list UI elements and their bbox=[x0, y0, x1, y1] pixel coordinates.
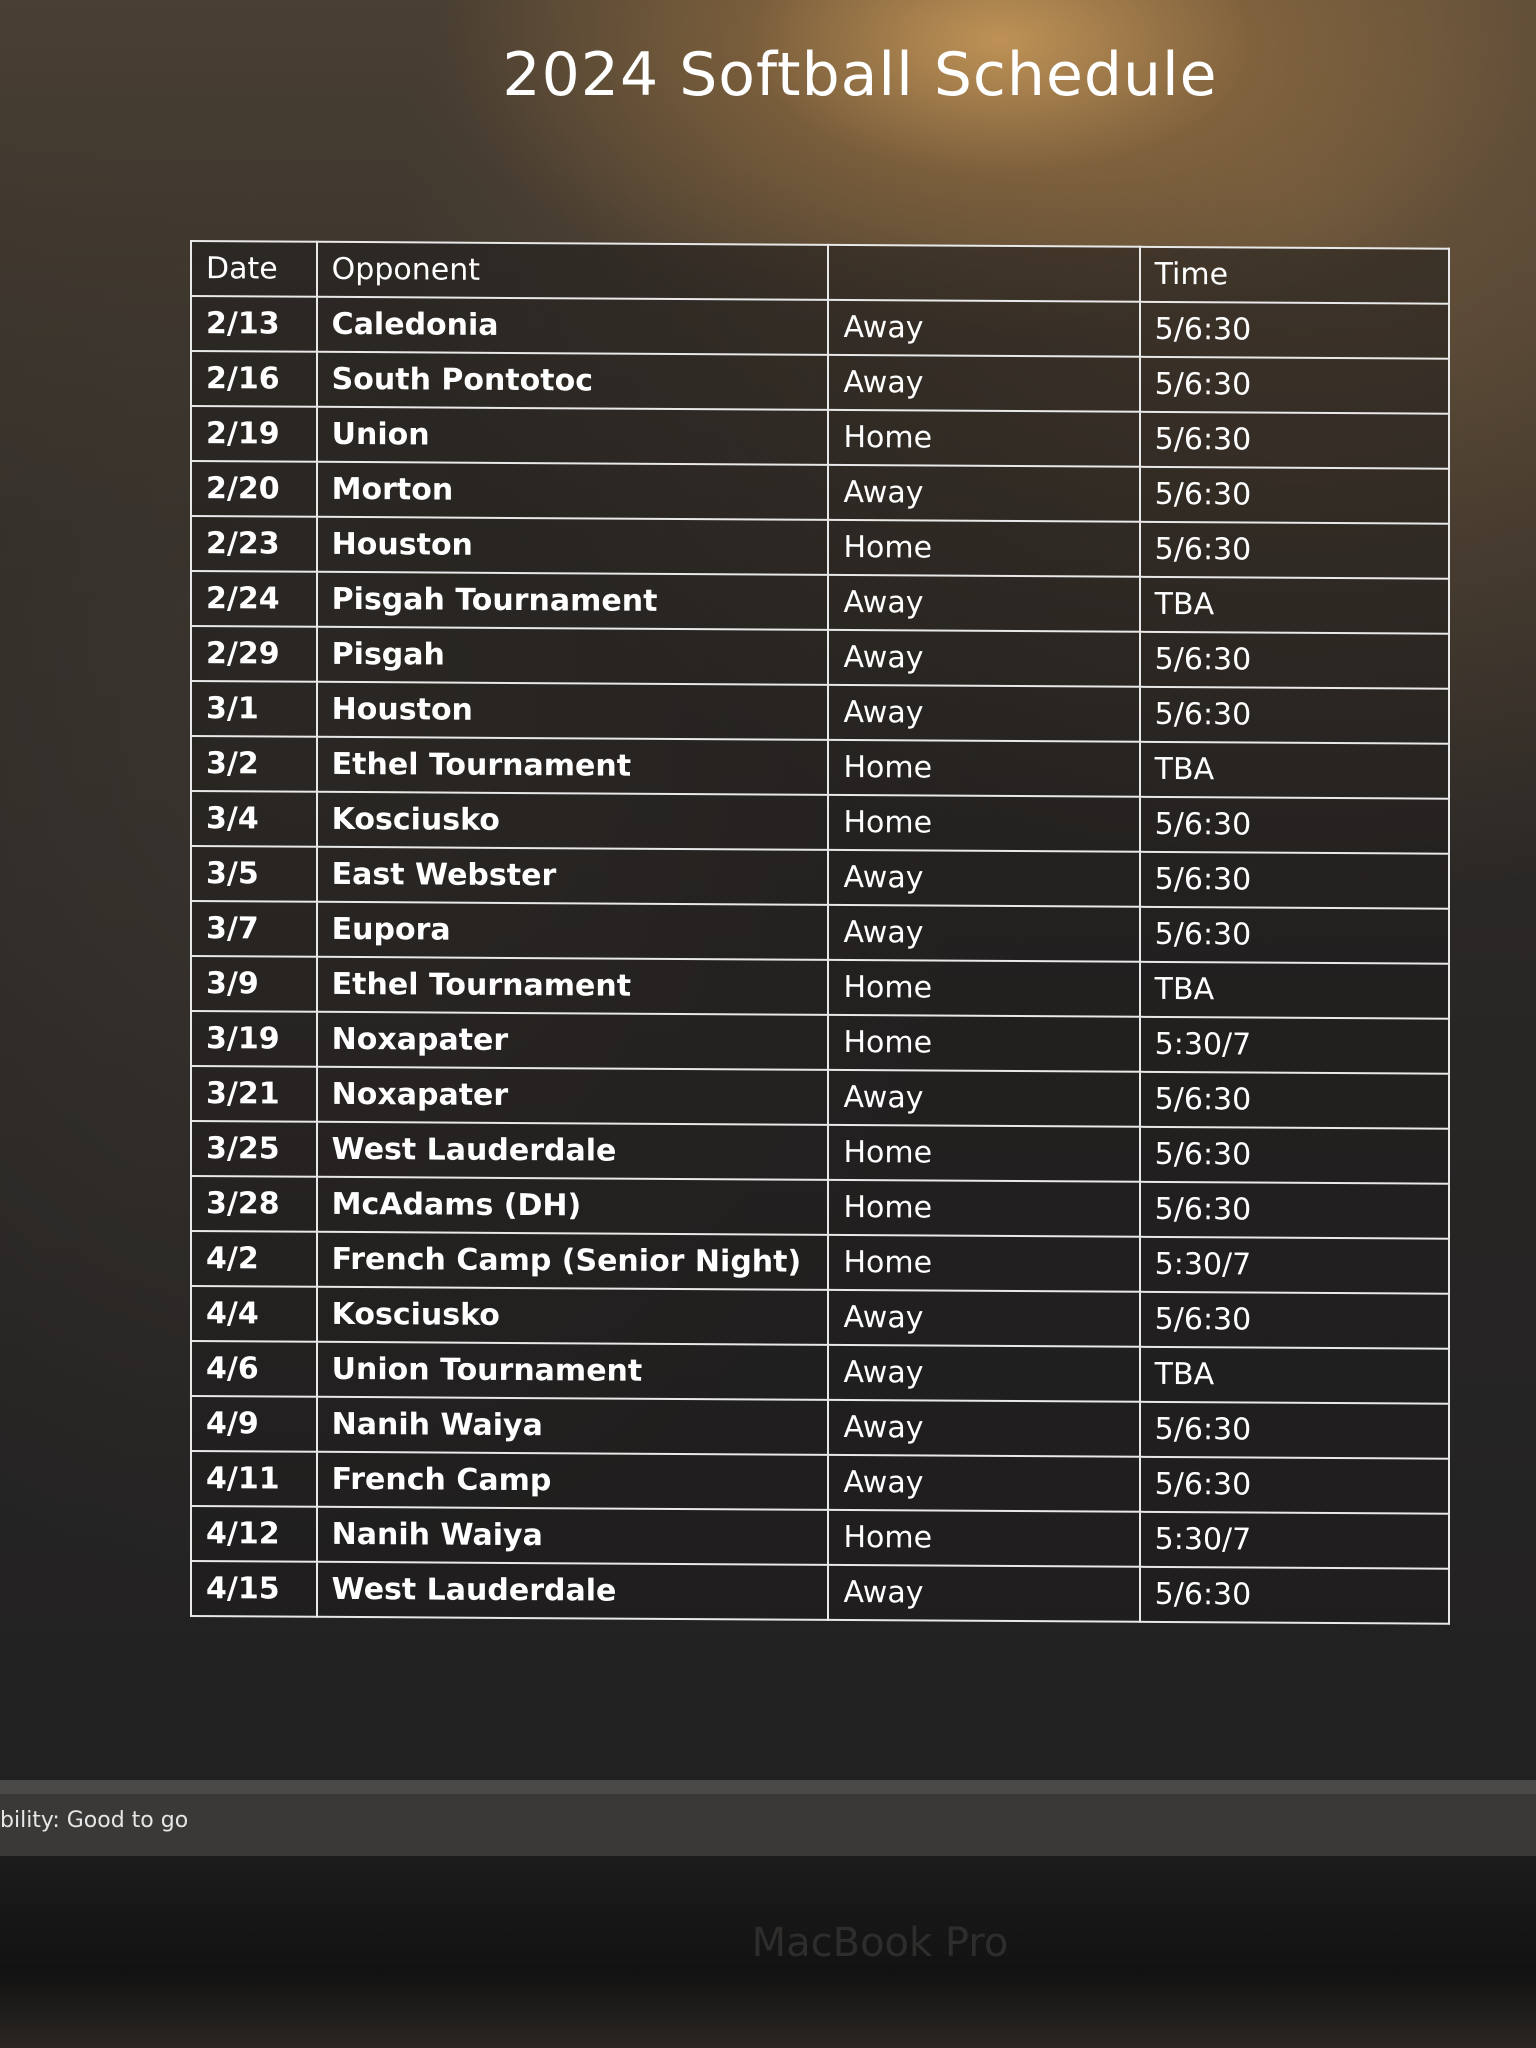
table-row bbox=[191, 406, 1449, 469]
cell-location[interactable]: Away bbox=[828, 300, 1139, 357]
cell-location[interactable]: Home bbox=[828, 410, 1139, 467]
table-row bbox=[191, 1451, 1449, 1514]
cell-time[interactable]: 5/6:30 bbox=[1140, 467, 1449, 524]
header-date[interactable]: Date bbox=[191, 241, 317, 297]
schedule-table bbox=[190, 240, 1450, 1625]
cell-time[interactable]: 5/6:30 bbox=[1140, 1457, 1449, 1514]
cell-time[interactable]: TBA bbox=[1140, 742, 1449, 799]
table-row bbox=[191, 1011, 1449, 1074]
cell-time[interactable]: TBA bbox=[1140, 1347, 1449, 1404]
table-row bbox=[191, 296, 1449, 359]
cell-location[interactable]: Away bbox=[828, 905, 1139, 962]
cell-opponent[interactable]: Caledonia bbox=[317, 297, 829, 355]
cell-opponent[interactable]: West Lauderdale bbox=[317, 1122, 829, 1180]
cell-opponent[interactable]: Kosciusko bbox=[317, 1287, 829, 1345]
cell-location[interactable]: Away bbox=[828, 1290, 1139, 1347]
table-row bbox=[191, 1396, 1449, 1459]
cell-date[interactable]: 2/16 bbox=[191, 351, 317, 407]
table-row bbox=[191, 516, 1449, 579]
cell-date[interactable]: 3/9 bbox=[191, 956, 317, 1012]
cell-date[interactable]: 4/2 bbox=[191, 1231, 317, 1287]
cell-date[interactable]: 2/24 bbox=[191, 571, 317, 627]
cell-opponent[interactable]: Nanih Waiya bbox=[317, 1397, 829, 1455]
table-row bbox=[191, 1231, 1449, 1294]
cell-opponent[interactable]: Morton bbox=[317, 462, 829, 520]
laptop-brand-label: MacBook Pro bbox=[751, 1920, 1009, 1966]
cell-location[interactable]: Away bbox=[828, 355, 1139, 412]
cell-opponent[interactable]: Pisgah Tournament bbox=[317, 572, 829, 630]
cell-opponent[interactable]: South Pontotoc bbox=[317, 352, 829, 410]
table-row bbox=[191, 736, 1449, 799]
cell-opponent[interactable]: Noxapater bbox=[317, 1067, 829, 1125]
header-location[interactable] bbox=[828, 245, 1139, 302]
cell-location[interactable]: Home bbox=[828, 795, 1139, 852]
table-row bbox=[191, 626, 1449, 689]
cell-opponent[interactable]: West Lauderdale bbox=[317, 1562, 829, 1620]
cell-date[interactable]: 2/19 bbox=[191, 406, 317, 462]
cell-date[interactable]: 3/19 bbox=[191, 1011, 317, 1067]
cell-time[interactable]: 5/6:30 bbox=[1140, 1072, 1449, 1129]
cell-time[interactable]: 5/6:30 bbox=[1140, 357, 1449, 414]
cell-opponent[interactable]: Nanih Waiya bbox=[317, 1507, 829, 1565]
status-bar bbox=[0, 1780, 1536, 1856]
cell-date[interactable]: 3/25 bbox=[191, 1121, 317, 1177]
cell-opponent[interactable]: Ethel Tournament bbox=[317, 737, 829, 795]
cell-opponent[interactable]: Union bbox=[317, 407, 829, 465]
table-row bbox=[191, 956, 1449, 1019]
cell-date[interactable]: 3/4 bbox=[191, 791, 317, 847]
cell-time[interactable]: 5/6:30 bbox=[1140, 412, 1449, 469]
cell-time[interactable]: 5/6:30 bbox=[1140, 1567, 1449, 1624]
cell-date[interactable]: 2/23 bbox=[191, 516, 317, 572]
cell-time[interactable]: 5/6:30 bbox=[1140, 1127, 1449, 1184]
cell-location[interactable]: Home bbox=[828, 520, 1139, 577]
cell-date[interactable]: 3/1 bbox=[191, 681, 317, 737]
cell-opponent[interactable]: Union Tournament bbox=[317, 1342, 829, 1400]
cell-date[interactable]: 3/2 bbox=[191, 736, 317, 792]
cell-time[interactable]: 5/6:30 bbox=[1140, 797, 1449, 854]
cell-opponent[interactable]: French Camp bbox=[317, 1452, 829, 1510]
laptop-bezel bbox=[0, 1856, 1536, 2048]
cell-location[interactable]: Away bbox=[828, 630, 1139, 687]
cell-location[interactable]: Away bbox=[828, 685, 1139, 742]
cell-time[interactable]: 5/6:30 bbox=[1140, 1292, 1449, 1349]
cell-date[interactable]: 4/15 bbox=[191, 1561, 317, 1617]
cell-location[interactable]: Away bbox=[828, 465, 1139, 522]
cell-time[interactable]: 5/6:30 bbox=[1140, 687, 1449, 744]
table-row bbox=[191, 846, 1449, 909]
cell-date[interactable]: 4/12 bbox=[191, 1506, 317, 1562]
accessibility-status[interactable]: bility: Good to go bbox=[0, 1808, 189, 1833]
table-row bbox=[191, 681, 1449, 744]
cell-opponent[interactable]: McAdams (DH) bbox=[317, 1177, 829, 1235]
cell-time[interactable]: 5/6:30 bbox=[1140, 632, 1449, 689]
table-row bbox=[191, 791, 1449, 854]
cell-location[interactable]: Home bbox=[828, 1180, 1139, 1237]
schedule-body bbox=[191, 296, 1449, 1624]
cell-time[interactable]: 5/6:30 bbox=[1140, 1182, 1449, 1239]
cell-opponent[interactable]: East Webster bbox=[317, 847, 829, 905]
cell-location[interactable]: Home bbox=[828, 960, 1139, 1017]
table-row bbox=[191, 351, 1449, 414]
cell-date[interactable]: 3/28 bbox=[191, 1176, 317, 1232]
document-title: 2024 Softball Schedule bbox=[502, 40, 1218, 110]
cell-opponent[interactable]: French Camp (Senior Night) bbox=[317, 1232, 829, 1290]
cell-time[interactable]: TBA bbox=[1140, 577, 1449, 634]
cell-location[interactable]: Away bbox=[828, 850, 1139, 907]
cell-location[interactable]: Home bbox=[828, 1015, 1139, 1072]
cell-date[interactable]: 3/7 bbox=[191, 901, 317, 957]
cell-time[interactable]: 5:30/7 bbox=[1140, 1017, 1449, 1074]
header-time[interactable]: Time bbox=[1140, 247, 1449, 304]
cell-date[interactable]: 4/9 bbox=[191, 1396, 317, 1452]
table-row bbox=[191, 571, 1449, 634]
cell-location[interactable]: Home bbox=[828, 1510, 1139, 1567]
cell-location[interactable]: Home bbox=[828, 1235, 1139, 1292]
cell-location[interactable]: Away bbox=[828, 1345, 1139, 1402]
cell-time[interactable]: 5/6:30 bbox=[1140, 302, 1449, 359]
table-row bbox=[191, 1286, 1449, 1349]
cell-date[interactable]: 2/29 bbox=[191, 626, 317, 682]
cell-time[interactable]: 5/6:30 bbox=[1140, 852, 1449, 909]
cell-date[interactable]: 4/4 bbox=[191, 1286, 317, 1342]
table-row bbox=[191, 1506, 1449, 1569]
cell-date[interactable]: 2/20 bbox=[191, 461, 317, 517]
cell-location[interactable]: Home bbox=[828, 740, 1139, 797]
cell-time[interactable]: 5/6:30 bbox=[1140, 522, 1449, 579]
cell-opponent[interactable]: Pisgah bbox=[317, 627, 829, 685]
cell-time[interactable]: 5/6:30 bbox=[1140, 1402, 1449, 1459]
cell-time[interactable]: 5:30/7 bbox=[1140, 1237, 1449, 1294]
cell-location[interactable]: Away bbox=[828, 575, 1139, 632]
table-row bbox=[191, 1176, 1449, 1239]
header-opponent[interactable]: Opponent bbox=[317, 242, 829, 300]
cell-date[interactable]: 4/6 bbox=[191, 1341, 317, 1397]
cell-time[interactable]: 5:30/7 bbox=[1140, 1512, 1449, 1569]
cell-time[interactable]: TBA bbox=[1140, 962, 1449, 1019]
cell-location[interactable]: Home bbox=[828, 1125, 1139, 1182]
cell-opponent[interactable]: Ethel Tournament bbox=[317, 957, 829, 1015]
cell-location[interactable]: Away bbox=[828, 1565, 1139, 1622]
cell-opponent[interactable]: Kosciusko bbox=[317, 792, 829, 850]
table-row bbox=[191, 901, 1449, 964]
table-row bbox=[191, 461, 1449, 524]
table-row bbox=[191, 1121, 1449, 1184]
table-row bbox=[191, 1341, 1449, 1404]
cell-date[interactable]: 2/13 bbox=[191, 296, 317, 352]
cell-time[interactable]: 5/6:30 bbox=[1140, 907, 1449, 964]
table-row bbox=[191, 1066, 1449, 1129]
cell-date[interactable]: 3/5 bbox=[191, 846, 317, 902]
cell-opponent[interactable]: Houston bbox=[317, 517, 829, 575]
cell-opponent[interactable]: Houston bbox=[317, 682, 829, 740]
cell-opponent[interactable]: Eupora bbox=[317, 902, 829, 960]
cell-date[interactable]: 4/11 bbox=[191, 1451, 317, 1507]
cell-location[interactable]: Away bbox=[828, 1400, 1139, 1457]
cell-opponent[interactable]: Noxapater bbox=[317, 1012, 829, 1070]
table-row bbox=[191, 1561, 1449, 1624]
cell-date[interactable]: 3/21 bbox=[191, 1066, 317, 1122]
cell-location[interactable]: Away bbox=[828, 1455, 1139, 1512]
table-header-row bbox=[191, 241, 1449, 304]
cell-location[interactable]: Away bbox=[828, 1070, 1139, 1127]
